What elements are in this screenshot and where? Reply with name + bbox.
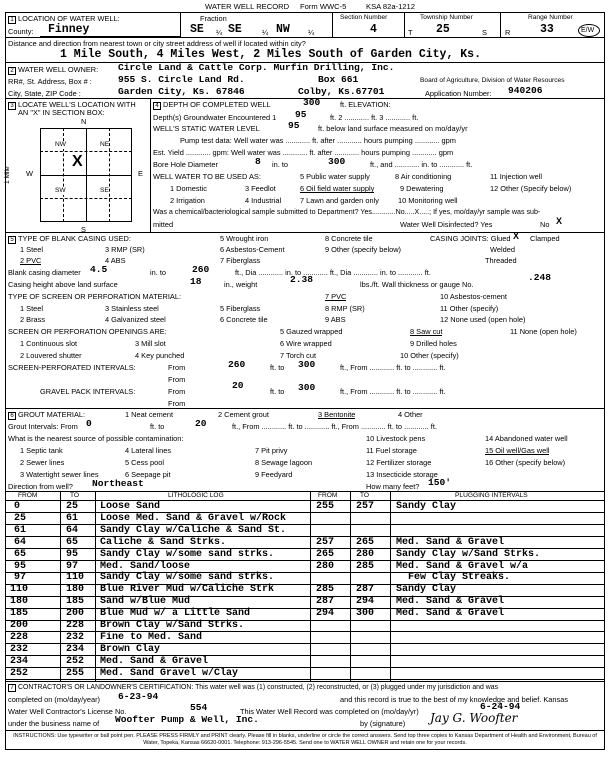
application-label: Application Number: xyxy=(425,89,492,98)
use-12: 12 Other (Specify below) xyxy=(490,184,572,193)
opening-4: 4 Key punched xyxy=(135,351,185,360)
log-description: Sand w/Blue Mud xyxy=(100,596,191,608)
log-to: 61 xyxy=(66,512,79,524)
source-15: 15 Oil well/Gas well xyxy=(485,446,550,455)
quad-ne: NE xyxy=(100,141,110,148)
completed-rest: and this record is true to the best of my knowledge and belief. Kansas xyxy=(340,695,569,704)
section-3-label-2: AN "X" IN SECTION BOX: xyxy=(18,108,105,117)
owner-city: Garden City, Ks. 67846 xyxy=(118,86,245,97)
diam-rest: ft., Dia ............ in. to ............ ft., Dia ............ in. to ............ ft. xyxy=(235,268,431,277)
fraction-3: NW xyxy=(276,23,290,36)
completed-value: 6-23-94 xyxy=(118,691,159,702)
section-4-label: 4 DEPTH OF COMPLETED WELL xyxy=(153,101,271,110)
log-to: 65 xyxy=(66,536,79,548)
diam-value: 4.5 xyxy=(90,264,108,275)
log-to: 110 xyxy=(66,572,85,584)
height-in: in., weight xyxy=(224,280,258,289)
casing-threaded: Threaded xyxy=(485,256,517,265)
grout-to-label: ft. to xyxy=(150,422,165,431)
log-header-from-2: FROM xyxy=(318,492,338,499)
source-6: 6 Seepage pit xyxy=(125,470,171,479)
perf-to-label: ft. to xyxy=(270,363,285,372)
height-label: Casing height above land surface xyxy=(8,280,118,289)
log-to: 64 xyxy=(66,524,79,536)
plug-description: Sandy Clay xyxy=(396,584,457,596)
license-label: Water Well Contractor's License No. xyxy=(8,707,127,716)
distance-value: 1 Mile South, 4 Miles West, 2 Miles South of Garden City, Ks. xyxy=(60,48,481,61)
height-value: 18 xyxy=(190,276,202,287)
log-description: Brown Clay w/Sand Strks. xyxy=(100,620,245,631)
log-from: 0 xyxy=(14,501,21,512)
grout-rest: ft., From ............ ft. to ............ ft., From ............ ft. to ............ ft. xyxy=(232,422,437,431)
source-14: 14 Abandoned water well xyxy=(485,434,568,443)
well-location-mark: X xyxy=(72,153,83,170)
owner-name: Circle Land & Cattle Corp. Murfin Drilling, Inc. xyxy=(118,62,395,73)
by-signature: by (signature) xyxy=(360,719,406,728)
casing-1: 1 Steel xyxy=(20,245,44,254)
opening-8: 8 Saw cut xyxy=(410,327,443,336)
use-2: 2 Irrigation xyxy=(170,196,205,205)
log-to: 97 xyxy=(66,560,79,572)
howmany-value: 150' xyxy=(428,477,452,488)
bore-label: Bore Hole Diameter xyxy=(153,160,218,169)
owner-box: Box 661 xyxy=(318,74,359,85)
source-10: 10 Livestock pens xyxy=(366,434,426,443)
casing-7: 7 Fiberglass xyxy=(220,256,261,265)
log-description: Med. Sand/loose xyxy=(100,560,191,572)
casing-8: 8 Concrete tile xyxy=(325,234,373,243)
mitted: mitted xyxy=(153,220,174,229)
source-9: 9 Feedyard xyxy=(255,470,293,479)
opening-11: 11 None (open hole) xyxy=(510,327,577,336)
log-description: Med. Sand & Gravel xyxy=(100,655,209,667)
log-from: 95 xyxy=(14,560,27,572)
groundwater-label: Depth(s) Groundwater Encountered 1 xyxy=(153,113,277,122)
howmany-label: How many feet? xyxy=(366,482,420,491)
log-to: 95 xyxy=(66,548,79,560)
casing-welded: Welded xyxy=(490,245,515,254)
plug-from: 285 xyxy=(316,584,335,596)
compass-w: W xyxy=(26,169,33,178)
gauge-value: .248 xyxy=(528,272,552,283)
business-label: under the business name of xyxy=(8,719,100,728)
screen-4: 4 Galvanized steel xyxy=(105,315,166,324)
screen-2: 2 Brass xyxy=(20,315,46,324)
screen-12: 12 None used (open hole) xyxy=(440,315,526,324)
license-value: 554 xyxy=(190,702,208,713)
disinfected-x: X xyxy=(556,216,563,226)
bore-to: 300 xyxy=(328,156,346,167)
plug-description: Med. Sand & Gravel xyxy=(396,536,505,548)
log-from: 232 xyxy=(10,643,29,655)
log-to: 252 xyxy=(66,655,85,667)
use-1: 1 Domestic xyxy=(170,184,207,193)
gravel-from-label: From xyxy=(168,387,186,396)
direction-value: Northeast xyxy=(92,478,144,489)
screen-1: 1 Steel xyxy=(20,304,44,313)
source-11: 11 Fuel storage xyxy=(366,446,417,455)
mile-label: 1 Mile xyxy=(4,166,11,184)
source-2: 2 Sewer lines xyxy=(20,458,65,467)
plug-from: 280 xyxy=(316,560,335,572)
ksa-number: KSA 82a-1212 xyxy=(366,2,415,11)
grout-2: 2 Cement grout xyxy=(218,410,269,419)
static-value: 95 xyxy=(288,120,300,131)
plug-from: 287 xyxy=(316,596,335,608)
plug-to: 294 xyxy=(356,596,375,608)
casing-2: 2 PVC xyxy=(20,256,42,265)
log-description: Sandy Clay w/Caliche & Sand St. xyxy=(100,524,287,536)
static-units: ft. below land surface measured on mo/day/yr xyxy=(318,124,468,133)
use-9: 9 Dewatering xyxy=(400,184,444,193)
log-to: 228 xyxy=(66,620,85,631)
section-6-label: 6 GROUT MATERIAL: xyxy=(8,411,85,420)
gravel-from-label-2: From xyxy=(168,399,186,408)
rr-label: RR#, St. Address, Box # : xyxy=(8,77,92,86)
range-ew: E/W xyxy=(578,24,600,37)
est-yield: Est. Yield ............ gpm: Well water was ............ ft. after ............ hours pumping ............ gpm xyxy=(153,148,454,157)
plug-to: 287 xyxy=(356,584,375,596)
plug-to: 285 xyxy=(356,560,375,572)
plug-to: 265 xyxy=(356,536,375,548)
chem-sample: Was a chemical/bacteriological sample submitted to Department? Yes............No.....X.....; If yes, mo/day/yr sample was sub- xyxy=(153,208,541,216)
log-description: Blue River Mud w/Caliche Strk xyxy=(100,584,275,596)
owner-city-2: Colby, Ks.67701 xyxy=(298,86,385,97)
range-label: Range Number xyxy=(528,14,573,21)
section-2-label: 2 WATER WELL OWNER: xyxy=(8,66,98,75)
use-8: 8 Air conditioning xyxy=(395,172,452,181)
log-from: 61 xyxy=(14,524,27,536)
log-from: 228 xyxy=(10,631,29,643)
township-value: 25 xyxy=(436,23,450,36)
source-5: 5 Cess pool xyxy=(125,458,165,467)
use-4: 4 Industrial xyxy=(245,196,282,205)
section-3-label: 3 LOCATE WELL'S LOCATION WITH xyxy=(8,101,136,110)
business-value: Woofter Pump & Well, Inc. xyxy=(115,714,259,725)
log-description: Sandy Clay w/some sand strks. xyxy=(100,572,275,584)
application-number: 940206 xyxy=(508,85,543,96)
plug-description: Med. Sand & Gravel xyxy=(396,596,505,608)
direction-label: Direction from well? xyxy=(8,482,73,491)
log-header-lithologic: LITHOLOGIC LOG xyxy=(168,492,224,499)
completed-label: completed on (mo/day/year) xyxy=(8,695,101,704)
casing-joints: CASING JOINTS: Glued xyxy=(430,234,511,243)
elevation-label: ft. ELEVATION: xyxy=(340,100,391,109)
log-header-from: FROM xyxy=(18,492,38,499)
use-11: 11 Injection well xyxy=(490,172,543,181)
log-to: 25 xyxy=(66,501,79,512)
section-7-label: 7 CONTRACTOR'S OR LANDOWNER'S CERTIFICATION: This water well was (1) constructed, (2) reconstructed, or (3) plugged under my jurisdiction and was xyxy=(8,684,498,692)
log-description: Fine to Med. Sand xyxy=(100,631,203,643)
form-title: WATER WELL RECORD xyxy=(205,2,290,11)
gravel-label: GRAVEL PACK INTERVALS: xyxy=(40,387,136,396)
openings-label: SCREEN OR PERFORATION OPENINGS ARE: xyxy=(8,327,167,336)
log-header-to: TO xyxy=(70,492,80,499)
log-from: 180 xyxy=(10,596,29,608)
fraction-label: Fraction xyxy=(200,14,227,23)
joint-x: X xyxy=(513,231,520,241)
screen-7: 7 PVC xyxy=(325,292,347,301)
use-label: WELL WATER TO BE USED AS: xyxy=(153,172,261,181)
static-label: WELL'S STATIC WATER LEVEL xyxy=(153,124,260,133)
screen-6: 6 Concrete tile xyxy=(220,315,268,324)
casing-clamped: Clamped xyxy=(530,234,560,243)
log-from: 185 xyxy=(10,608,29,620)
log-from: 65 xyxy=(14,548,27,560)
grout-1: 1 Neat cement xyxy=(125,410,174,419)
instructions: INSTRUCTIONS: Use typewriter or ball point pen. PLEASE PRESS FIRMLY and PRINT clearly. Please fill in blanks, underline or circle the correct answers. Send top three copies to Kansas Department of Health and Environment, Bureau of Water, Topeka, Kansas 66620-0001. Telephone: 913-296-5545. Send one to WATER WELL OWNER and retain one for your records. xyxy=(13,733,597,746)
log-description: Blue Mud w/ a Little Sand xyxy=(100,608,251,620)
quad-se: SE xyxy=(100,187,109,194)
log-description: Loose Sand xyxy=(100,501,161,512)
depth-value: 300 xyxy=(303,97,321,108)
fraction-2: SE xyxy=(228,23,242,36)
plug-description: Sandy Clay xyxy=(396,501,457,512)
plug-description: Med. Sand & Gravel w/a xyxy=(396,560,529,572)
perf-label: SCREEN-PERFORATED INTERVALS: xyxy=(8,363,136,372)
casing-5: 5 Wrought iron xyxy=(220,234,269,243)
log-to: 234 xyxy=(66,643,85,655)
plug-from: 265 xyxy=(316,548,335,560)
source-13: 13 Insecticide storage xyxy=(366,470,438,479)
log-description: Brown Clay xyxy=(100,643,161,655)
plug-description: Few Clay Streaks. xyxy=(408,572,511,584)
record-date: 6-24-94 xyxy=(480,701,521,712)
range-value: 33 xyxy=(540,23,554,36)
log-from: 200 xyxy=(10,620,29,631)
screen-3: 3 Stainless steel xyxy=(105,304,159,313)
use-10: 10 Monitoring well xyxy=(398,196,458,205)
gravel-to-label: ft. to xyxy=(270,387,285,396)
log-to: 255 xyxy=(66,667,85,679)
casing-4: 4 ABS xyxy=(105,256,126,265)
opening-3: 3 Mill slot xyxy=(135,339,166,348)
source-4: 4 Lateral lines xyxy=(125,446,172,455)
record-label: This Water Well Record was completed on (mo/day/yr) xyxy=(240,707,419,716)
casing-6: 6 Asbestos-Cement xyxy=(220,245,285,254)
distance-label: Distance and direction from nearest town or city street address of well if located within city? xyxy=(8,39,306,48)
source-12: 12 Fertilizer storage xyxy=(366,458,432,467)
plug-from: 294 xyxy=(316,608,335,620)
wall-label: lbs./ft. Wall thickness or gauge No. xyxy=(360,280,474,289)
gravel-rest: ft., From ............ ft. to ............ ft. xyxy=(340,387,446,396)
compass-s: S xyxy=(81,225,86,234)
plug-from: 257 xyxy=(316,536,335,548)
city-label: City, State, ZIP Code : xyxy=(8,89,81,98)
use-7: 7 Lawn and garden only xyxy=(300,196,379,205)
grout-from: 0 xyxy=(86,418,92,429)
disinfected-label: Water Well Disinfected? Yes xyxy=(400,220,493,229)
county-value: Finney xyxy=(48,23,90,36)
casing-9: 9 Other (specify below) xyxy=(325,245,401,254)
quarter-1: ¼ xyxy=(216,28,223,37)
opening-6: 6 Wire wrapped xyxy=(280,339,332,348)
log-from: 25 xyxy=(14,512,27,524)
diam-in: in. to xyxy=(150,268,167,277)
section-1-label: 1 LOCATION OF WATER WELL: xyxy=(8,15,120,24)
range-r: R xyxy=(505,28,511,37)
quad-sw: SW xyxy=(55,187,66,194)
casing-3: 3 RMP (SR) xyxy=(105,245,145,254)
plug-to: 300 xyxy=(356,608,375,620)
log-from: 252 xyxy=(10,667,29,679)
plug-from: 255 xyxy=(316,501,335,512)
board-label: Board of Agriculture, Division of Water Resources xyxy=(420,77,565,84)
log-header-plugging: PLUGGING INTERVALS xyxy=(455,492,528,499)
perf-rest: ft., From ............ ft. to ............ ft. xyxy=(340,363,446,372)
log-from: 110 xyxy=(10,584,29,596)
source-7: 7 Pit privy xyxy=(255,446,288,455)
gravel-from: 20 xyxy=(232,380,244,391)
log-from: 97 xyxy=(14,572,27,584)
log-from: 234 xyxy=(10,655,29,667)
section-number-label: Section Number xyxy=(340,14,388,21)
grout-intervals: Grout Intervals: From xyxy=(8,422,78,431)
plug-to: 280 xyxy=(356,548,375,560)
screen-label: TYPE OF SCREEN OR PERFORATION MATERIAL: xyxy=(8,292,182,301)
weight-value: 2.38 xyxy=(290,274,314,285)
compass-n: N xyxy=(81,117,87,126)
groundwater-value: 95 xyxy=(295,109,307,120)
grout-to: 20 xyxy=(195,418,207,429)
section-number-value: 4 xyxy=(370,23,377,36)
log-description: Sandy Clay w/some sand strks. xyxy=(100,548,275,560)
opening-5: 5 Gauzed wrapped xyxy=(280,327,343,336)
use-5: 5 Public water supply xyxy=(300,172,370,181)
groundwater-units: ft. 2 ............ ft. 3 ............ ft. xyxy=(330,113,419,122)
log-description: Med. Sand Gravel w/Clay xyxy=(100,667,239,679)
source-3: 3 Watertight sewer lines xyxy=(20,470,99,479)
screen-10: 10 Asbestos-cement xyxy=(440,292,507,301)
perf-to: 300 xyxy=(298,359,316,370)
perf-from: 260 xyxy=(228,359,246,370)
township-s: S xyxy=(482,28,487,37)
bore-value: 8 xyxy=(255,156,261,167)
plug-to: 257 xyxy=(356,501,375,512)
perf-from-label-2: From xyxy=(168,375,186,384)
township-t: T xyxy=(408,28,413,37)
log-from: 64 xyxy=(14,536,27,548)
township-label: Township Number xyxy=(420,14,473,21)
source-16: 16 Other (specify below) xyxy=(485,458,566,467)
quarter-3: ¼ xyxy=(308,28,315,37)
grout-4: 4 Other xyxy=(398,410,423,419)
screen-8: 8 RMP (SR) xyxy=(325,304,365,313)
source-8: 8 Sewage lagoon xyxy=(255,458,313,467)
contam-label: What is the nearest source of possible contamination: xyxy=(8,434,184,443)
use-3: 3 Feedlot xyxy=(245,184,276,193)
gravel-to: 300 xyxy=(298,382,316,393)
disinfected-no: No xyxy=(540,220,550,229)
log-to: 185 xyxy=(66,596,85,608)
pump-test: Pump test data: Well water was ............ ft. after ............ hours pumping ............ gpm xyxy=(180,136,456,145)
use-6: 6 Oil field water supply xyxy=(300,184,375,193)
log-to: 180 xyxy=(66,584,85,596)
screen-11: 11 Other (specify) xyxy=(440,304,499,313)
plug-description: Sandy Clay w/Sand Strks. xyxy=(396,548,541,560)
quarter-2: ¼ xyxy=(262,28,269,37)
opening-2: 2 Louvered shutter xyxy=(20,351,82,360)
screen-5: 5 Fiberglass xyxy=(220,304,261,313)
opening-7: 7 Torch cut xyxy=(280,351,317,360)
diam-label: Blank casing diameter xyxy=(8,268,81,277)
opening-10: 10 Other (specify) xyxy=(400,351,459,360)
log-description: Caliche & Sand Strks. xyxy=(100,536,227,548)
county-label: County: xyxy=(8,27,34,36)
section-5-label: 5 TYPE OF BLANK CASING USED: xyxy=(8,235,131,244)
form-number: Form WWC-5 xyxy=(300,2,347,11)
log-to: 232 xyxy=(66,631,85,643)
fraction-1: SE xyxy=(190,23,204,36)
screen-9: 9 ABS xyxy=(325,315,346,324)
log-to: 200 xyxy=(66,608,85,620)
log-description: Loose Med. Sand & Gravel w/Rock xyxy=(100,512,287,524)
perf-from-label: From xyxy=(168,363,186,372)
signature: Jay G. Woofter xyxy=(430,711,518,725)
bore-rest: ft., and ............ in. to ............ ft. xyxy=(370,160,473,169)
opening-9: 9 Drilled holes xyxy=(410,339,457,348)
compass-e: E xyxy=(138,169,143,178)
bore-in: in. to xyxy=(272,160,289,169)
plug-description: Med. Sand & Gravel xyxy=(396,608,505,620)
log-header-to-2: TO xyxy=(360,492,370,499)
diam-to: 260 xyxy=(192,264,210,275)
grout-3: 3 Bentonite xyxy=(318,410,356,419)
source-1: 1 Septic tank xyxy=(20,446,63,455)
owner-address: 955 S. Circle Land Rd. xyxy=(118,74,245,85)
opening-1: 1 Continuous slot xyxy=(20,339,78,348)
quad-nw: NW xyxy=(55,141,66,148)
